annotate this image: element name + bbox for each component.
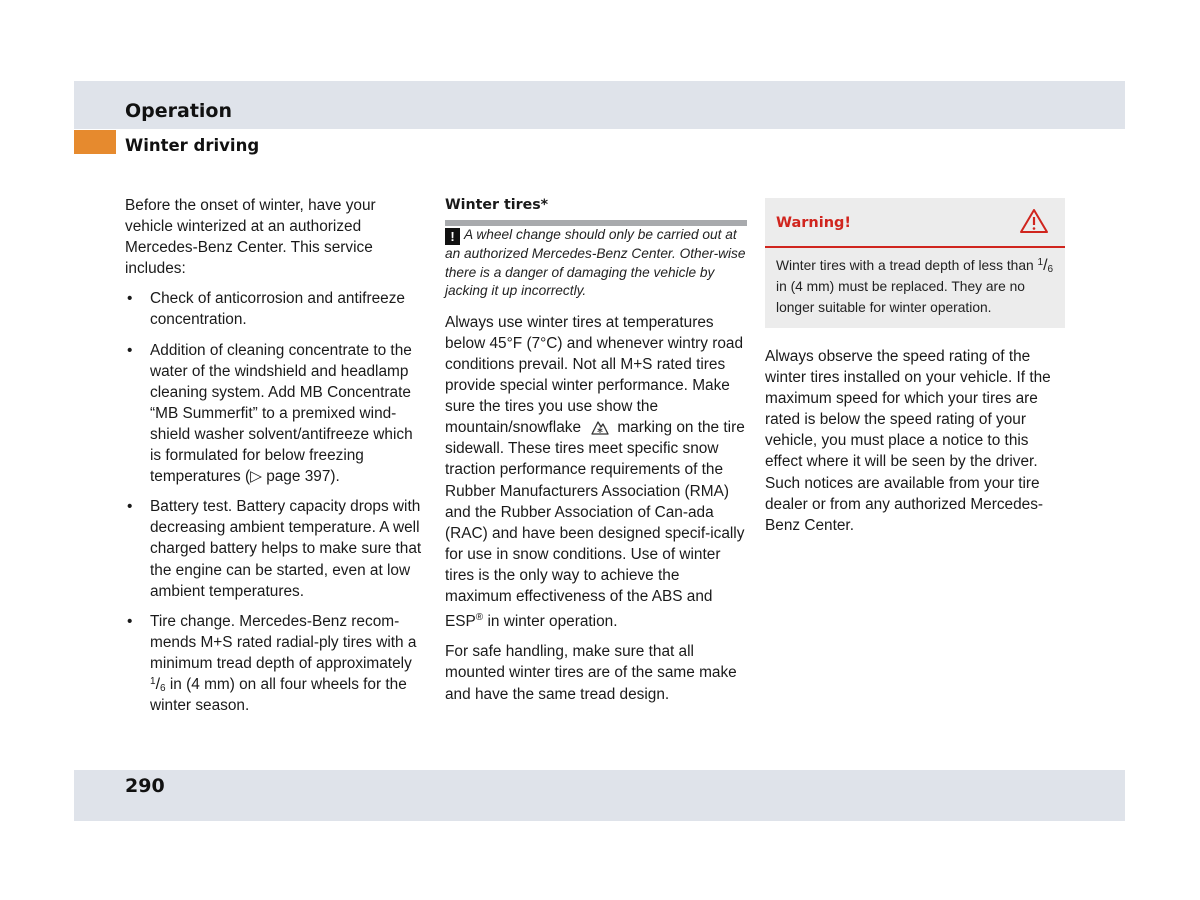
speed-rating-paragraph: Always observe the speed rating of the winter tires installed on your vehicle. If the maximum speed for which your tires are rated is below the speed rating of your vehicle, you must place a notice to this effect where it will be seen by the driver. Such notices are available from your tire dealer or from any authorized Mercedes-Benz Center. [765,348,1051,534]
footer-band [74,770,1125,821]
list-item-text: Addition of cleaning concentrate to the water of the windshield and headlamp cleaning system. Add MB Concentrate “MB Summerfit” to a premixed wind-shield washer solvent/antifreeze which is formulated for below freezing temperatures (▷ page 397). [150,341,413,486]
warning-label: Warning! [776,215,852,231]
winter-tires-paragraph: Always use winter tires at temperatures below 45°F (7°C) and whenever wintry road conditions prevail. Not all M+S rated tires provide special winter performance. Make sure the tires you use show the mountain/snowflake marking on the tire sidewall. These tires meet specific snow traction performance requirements of the Rubber Manufacturers Association (RMA) and the Rubber Association of Can-ada (RAC) and have been designed specif-ically for use in snow conditions. Use of winter tires is the only way to achieve the maximum effectiveness of the ABS and ESP® in winter operation. [445,313,745,631]
service-list [125,288,425,716]
fraction: $^1/_6$ [1037,257,1054,275]
section-tab-marker [74,130,116,154]
warning-header [765,198,1065,248]
column-left [125,195,425,725]
list-item-text-tail: in (4 mm) on all four wheels for the winter season. [150,675,407,715]
column-right [765,198,1067,536]
page-number: 290 [125,775,165,797]
mountain-snowflake-icon [591,418,609,436]
safe-handling-paragraph: For safe handling, make sure that all mounted winter tires are of the same make and have the same tread design. [445,643,737,703]
note-paragraph [445,226,747,301]
column-middle [445,195,747,705]
list-item [125,340,425,488]
section-title: Operation [125,100,233,122]
note-text: A wheel change should only be carried out at an authorized Mercedes-Benz Center. Other-wise there is a danger of damaging the vehicle by jacking it up incorrectly. [445,227,746,299]
warning-text: Winter tires with a tread depth of less than $^1/_6$ in (4 mm) must be replaced. They are no longer suitable for winter operation. [776,257,1054,315]
list-item-text: Tire change. Mercedes-Benz recom-mends M+S rated radial-ply tires with a minimum tread depth of approximately [150,612,417,672]
list-item-text: Check of anticorrosion and antifreeze concentration. [150,290,405,329]
warning-triangle-icon [1019,208,1049,234]
list-item [125,288,425,330]
list-item-text: Battery test. Battery capacity drops with decreasing ambient temperature. A well charged battery helps to make sure that the engine can be started, even at low ambient temperatures. [150,498,422,600]
bullet-marker: • [127,341,133,359]
fraction: $^1/_6$ [150,675,166,694]
list-item [125,611,425,716]
subsection-title: Winter driving [125,136,260,155]
warning-box [765,198,1065,328]
intro-paragraph: Before the onset of winter, have your vehicle winterized at an authorized Mercedes-Benz Center. This service includes: [125,197,376,278]
bullet-marker: • [127,498,133,516]
exclamation-icon: ! [445,228,460,245]
bullet-marker: • [127,290,133,308]
list-item [125,496,425,601]
bullet-marker: • [127,612,133,630]
winter-tires-heading: Winter tires* [445,195,747,226]
